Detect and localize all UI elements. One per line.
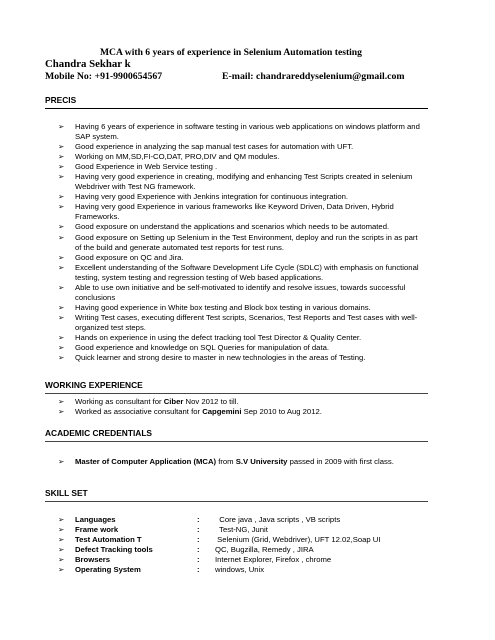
skill-value: windows, Unix — [215, 565, 265, 575]
bullet-arrow-icon: ➢ — [58, 407, 65, 417]
bullet-arrow-icon: ➢ — [58, 252, 65, 262]
precis-list — [0, 122, 495, 363]
bullet-arrow-icon: ➢ — [58, 545, 65, 555]
bullet-arrow-icon: ➢ — [58, 122, 65, 131]
skill-value: Test-NG, Junit — [215, 525, 268, 535]
skill-value: QC, Bugzilla, Remedy , JIRA — [215, 545, 314, 555]
academic-list — [0, 457, 495, 467]
email-address: E-mail: chandrareddyselenium@gmail.com — [222, 71, 405, 82]
section-title-precis: PRECIS — [45, 95, 77, 105]
company-name: Capgemini — [202, 407, 242, 417]
table-row: ➢ Languages : Core java , Java scripts , VB scripts — [58, 515, 381, 525]
table-row: ➢ Frame work : Test-NG, Junit — [58, 525, 381, 535]
mobile-number: Mobile No: +91-9900654567 — [45, 71, 163, 82]
bullet-arrow-icon: ➢ — [58, 332, 65, 342]
bullet-arrow-icon: ➢ — [58, 535, 65, 545]
table-row: ➢ Test Automation T : Selenium (Grid, Webdriver), UFT 12.02,Soap UI — [58, 535, 381, 545]
list-item: ➢ Working as consultant for Ciber Nov 2012 to till. — [58, 397, 239, 406]
list-item: ➢ Master of Computer Application (MCA) from S.V University passed in 2009 with first class. — [58, 457, 394, 466]
candidate-name: Chandra Sekhar k — [45, 58, 131, 70]
skill-label: Languages — [75, 515, 116, 524]
bullet-arrow-icon: ➢ — [58, 152, 65, 162]
bullet-arrow-icon: ➢ — [58, 343, 65, 353]
list-item: ➢ Having 6 years of experience in software testing in various web applications on windows platform and SAP system. — [58, 122, 420, 142]
list-item: ➢ Able to use own initiative and be self-motivated to identify and resolve issues, towards successful conclusions — [58, 282, 406, 302]
list-item: ➢ Good experience in analyzing the sap manual test cases for automation with UFT. — [58, 142, 354, 152]
bullet-arrow-icon: ➢ — [58, 282, 65, 292]
list-item: ➢ Hands on experience in using the defect tracking tool Test Director & Quality Center. — [58, 332, 362, 342]
section-rule — [45, 441, 428, 442]
bullet-arrow-icon: ➢ — [58, 202, 65, 212]
bullet-arrow-icon: ➢ — [58, 172, 65, 182]
table-row: ➢ Browsers : Internet Explorer, Firefox , chrome — [58, 555, 381, 565]
list-item: ➢ Writing Test cases, executing different Test scripts, Scenarios, Test Reports and Test cases with well-organized test steps. — [58, 312, 418, 332]
university: S.V University — [235, 457, 288, 466]
bullet-arrow-icon: ➢ — [58, 457, 65, 466]
work-list — [0, 397, 495, 417]
list-item: ➢ Having very good Experience with Jenkins integration for continuous integration. — [58, 192, 349, 202]
list-item: ➢ Good exposure on Setting up Selenium in the Test Environment, deploy and run the scripts in as part of the build and generate automated test reports for test runs. — [58, 232, 418, 252]
bullet-arrow-icon: ➢ — [58, 162, 65, 172]
skill-label: Frame work — [75, 525, 119, 535]
skill-label: Browsers — [75, 555, 111, 565]
bullet-arrow-icon: ➢ — [58, 232, 65, 242]
skills-table — [58, 515, 381, 576]
section-rule — [45, 501, 428, 502]
bullet-arrow-icon: ➢ — [58, 515, 65, 524]
list-item: ➢ Having very good Experience in various frameworks like Keyword Driven, Data Driven, Hybrid Frameworks. — [58, 202, 394, 222]
list-item: ➢ Quick learner and strong desire to master in new technologies in the areas of Testing. — [58, 353, 366, 363]
bullet-arrow-icon: ➢ — [58, 192, 65, 202]
skill-label: Defect Tracking tools — [75, 545, 153, 555]
section-title-skills: SKILL SET — [45, 488, 88, 498]
list-item: ➢ Worked as associative consultant for Capgemini Sep 2010 to Aug 2012. — [58, 407, 322, 417]
degree: Master of Computer Application (MCA) — [75, 457, 217, 466]
section-rule — [45, 108, 428, 109]
skill-value: Internet Explorer, Firefox , chrome — [215, 555, 332, 565]
company-name: Ciber — [163, 397, 184, 406]
headline: MCA with 6 years of experience in Selenium Automation testing — [100, 47, 362, 58]
list-item: ➢ Good exposure on understand the applications and scenarios which needs to be automated. — [58, 222, 390, 232]
bullet-arrow-icon: ➢ — [58, 312, 65, 322]
skill-value: Selenium (Grid, Webdriver), UFT 12.02,Soap UI — [215, 535, 381, 545]
section-rule — [45, 393, 428, 394]
bullet-arrow-icon: ➢ — [58, 555, 65, 565]
list-item: ➢ Good Experience in Web Service testing . — [58, 162, 218, 172]
skill-label: Test Automation T — [75, 535, 142, 545]
bullet-arrow-icon: ➢ — [58, 222, 65, 232]
bullet-arrow-icon: ➢ — [58, 397, 65, 406]
table-row: ➢ Defect Tracking tools : QC, Bugzilla, Remedy , JIRA — [58, 545, 381, 555]
table-row: ➢ Operating System : windows, Unix — [58, 565, 381, 575]
bullet-arrow-icon: ➢ — [58, 353, 65, 363]
bullet-arrow-icon: ➢ — [58, 525, 65, 535]
section-title-work: WORKING EXPERIENCE — [45, 380, 143, 390]
bullet-arrow-icon: ➢ — [58, 142, 65, 152]
skill-label: Operating System — [75, 565, 141, 575]
bullet-arrow-icon: ➢ — [58, 302, 65, 312]
list-item: ➢ Good exposure on QC and Jira. — [58, 252, 184, 262]
bullet-arrow-icon: ➢ — [58, 262, 65, 272]
skill-value: Core java , Java scripts , VB scripts — [215, 515, 341, 524]
section-title-academic: ACADEMIC CREDENTIALS — [45, 428, 153, 438]
bullet-arrow-icon: ➢ — [58, 565, 65, 575]
list-item: ➢ Good experience and knowledge on SQL Queries for manipulation of data. — [58, 343, 329, 353]
list-item: ➢ Having very good experience in creating, modifying and enhancing Test Scripts created in selenium Webdriver with Test NG framework. — [58, 172, 413, 192]
list-item: ➢ Excellent understanding of the Software Development Life Cycle (SDLC) with emphasis on functional testing, system testing and regression testing of Web based applications. — [58, 262, 419, 282]
list-item: ➢ Having good experience in White box testing and Block box testing in various domains. — [58, 302, 371, 312]
list-item: ➢ Working on MM,SD,FI-CO,DAT, PRO,DIV and QM modules. — [58, 152, 280, 162]
